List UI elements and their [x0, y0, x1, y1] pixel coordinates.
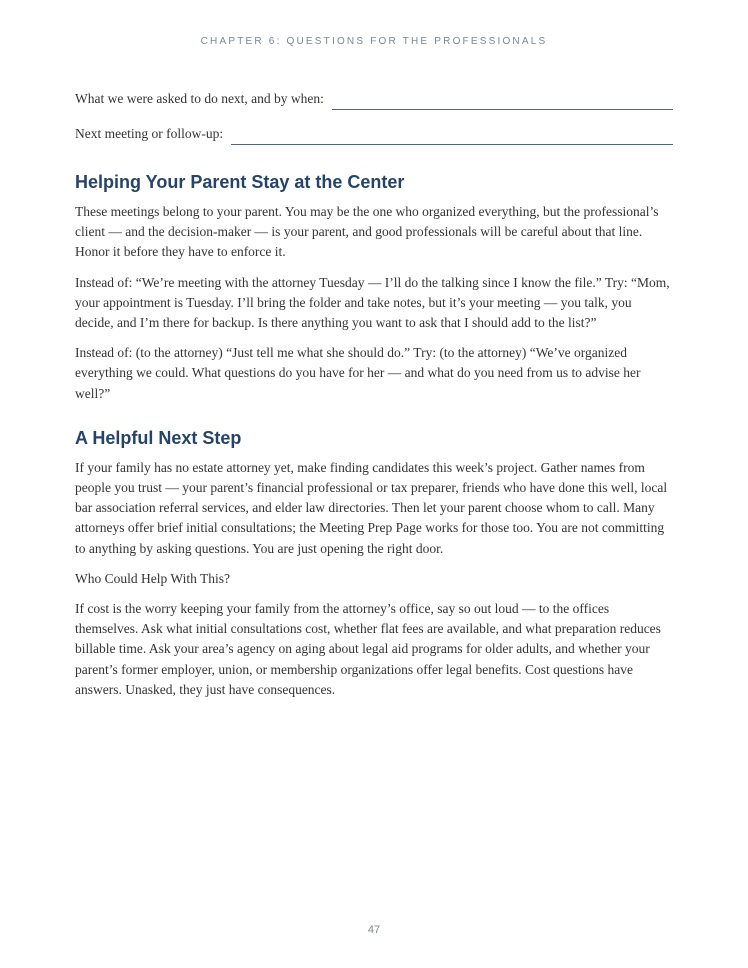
next-steps-field — [75, 88, 673, 110]
follow-up-field — [75, 123, 673, 145]
paragraph-meetings-belong: These meetings belong to your parent. You may be the one who organized everything, but the professional’s client — and the decision-maker — is your parent, and good professionals will be careful about that line. Honor it before they have to enforce it. — [75, 204, 659, 260]
paragraph-cost-worry: If cost is the worry keeping your family from the attorney’s office, say so out loud — to the offices themselves. Ask what initial consultations cost, whether flat fees are available, and what preparation reduces billable time. Ask your area’s agency on aging about legal aid programs for older adults, and whether your parent’s former employer, union, or membership organizations offer legal benefits. Cost questions have answers. Unasked, they just have consequences. — [75, 601, 661, 697]
paragraph-estate-attorney: If your family has no estate attorney yet, make finding candidates this week’s project. Gather names from people you trust — your parent’s financial professional or tax preparer, friends who have done this well, local bar association referral services, and elder law directories. Then let your parent choose whom to call. Many attorneys offer brief initial consultations; the Meeting Prep Page works for those too. You are not committing to anything by asking questions. You are just opening the right door. — [75, 459, 668, 556]
section-heading-next-step: A Helpful Next Step — [75, 427, 242, 448]
follow-up-label: Next meeting or follow-up: — [75, 126, 224, 141]
section-heading-helping-parent: Helping Your Parent Stay at the Center — [75, 172, 405, 192]
follow-up-blank-line — [231, 124, 673, 145]
paragraph-instead-tuesday: Instead of: “We’re meeting with the attorney Tuesday — I’ll do the talking since I know the file.” Try: “Mom, your appointment is Tuesday. I’ll bring the folder and take notes, but it’s your meeting — you talk, you decide, and I’m there for backup. Is there anything you want to ask that I should add to the list?” — [75, 274, 670, 331]
paragraph-instead-attorney: Instead of: (to the attorney) “Just tell me what she should do.” Try: (to the attorney) “We’ve organized everything we could. What questions do you have for her — and what do you need from us to advise her well?” — [75, 345, 641, 401]
page-number: 47 — [367, 924, 381, 936]
page-content — [75, 88, 673, 710]
next-steps-label: What we were asked to do next, and by when: — [75, 91, 324, 106]
paragraph-who-could-help: Who Could Help With This? — [75, 570, 230, 586]
next-steps-blank-line — [332, 89, 673, 110]
running-head: CHAPTER 6: QUESTIONS FOR THE PROFESSIONALS — [200, 36, 548, 47]
